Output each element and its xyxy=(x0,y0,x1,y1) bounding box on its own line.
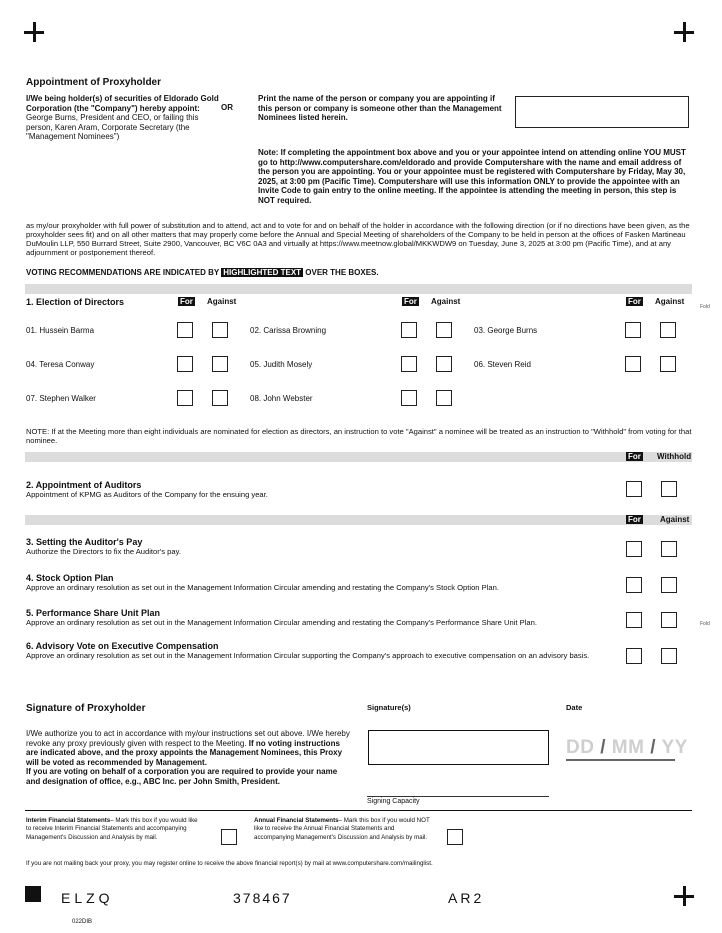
voting-recommendations: VOTING RECOMMENDATIONS ARE INDICATED BY HIGHLIGHTED TEXT OVER THE BOXES. xyxy=(26,268,379,277)
footer-code-3: AR2 xyxy=(448,890,485,906)
auditors-for-header: For xyxy=(628,452,641,461)
print-name-instructions: Print the name of the person or company you are appointing if this person or company is someone other than the Management Nominees listed herein. xyxy=(258,94,502,123)
signature-input[interactable] xyxy=(368,730,549,765)
mailing-list-note: If you are not mailing back your proxy, you may register online to receive the above financial report(s) by mail at www.computershare.com/mailinglist. xyxy=(26,860,433,867)
director-name: 07. Stephen Walker xyxy=(26,394,96,403)
signing-capacity-label: Signing Capacity xyxy=(367,798,420,805)
financials-divider xyxy=(25,810,692,811)
director-07-against-checkbox[interactable] xyxy=(212,390,228,406)
psu-plan-for-checkbox[interactable] xyxy=(626,612,642,628)
director-name: 05. Judith Mosely xyxy=(250,360,313,369)
exec-comp-against-checkbox[interactable] xyxy=(661,648,677,664)
director-05-against-checkbox[interactable] xyxy=(436,356,452,372)
date-yy: YY xyxy=(661,737,688,758)
registration-mark-bottom-right xyxy=(674,886,694,906)
signing-capacity-line[interactable] xyxy=(367,796,549,797)
director-07-for-checkbox[interactable] xyxy=(177,390,193,406)
against-header-col1: Against xyxy=(207,297,237,306)
resolution-3: 3. Setting the Auditor's Pay Authorize the Directors to fix the Auditor's pay. xyxy=(26,537,181,556)
election-title: 1. Election of Directors xyxy=(26,297,125,307)
appointment-body: as my/our proxyholder with full power of substitution and to attend, act and to vote for and on behalf of the holder in accordance with the following direction (or if no directions have been given, as the proxyholder sees fit) and on all other matters that may properly come before the Annual and Special Meeting of shareholders of the Company to be held in person at the offices of Fasken Martineau DuMoulin LLP, 550 Burrard Street, Suite 2900, Vancouver, BC V6C 0A3 and virtually at https://www.meetnow.global/MKKWDW9 on Tuesday, June 3, 2025 at 3:00 pm (Pacific Time), and at any adjournment or postponement thereof. xyxy=(26,221,690,257)
auditors-withhold-checkbox[interactable] xyxy=(661,481,677,497)
director-02-against-checkbox[interactable] xyxy=(436,322,452,338)
director-name: 02. Carissa Browning xyxy=(250,326,327,335)
scan-marker xyxy=(25,886,41,902)
date-underline xyxy=(566,759,675,761)
annual-financials-text: Annual Financial Statements– Mark this box if you would NOT like to receive the Annual Financial Statements and accompanying Management's Discussion and Analysis by mail. xyxy=(254,817,430,841)
psu-plan-against-checkbox[interactable] xyxy=(661,612,677,628)
election-note: NOTE: If at the Meeting more than eight individuals are nominated for election as directors, an instruction to vote "Against" a nominee will be treated as an instruction to "Withhold" from voting for that nominee. xyxy=(26,427,692,445)
date-mm: MM xyxy=(611,737,645,758)
auditor-pay-for-checkbox[interactable] xyxy=(626,541,642,557)
proxyholder-name-input[interactable] xyxy=(515,96,689,128)
against-header-col2: Against xyxy=(431,297,461,306)
registration-mark-top-right xyxy=(674,22,694,42)
footer-code-2: 378467 xyxy=(233,890,292,906)
section-divider xyxy=(25,284,692,294)
exec-comp-for-checkbox[interactable] xyxy=(626,648,642,664)
director-name: 06. Steven Reid xyxy=(474,360,531,369)
signatures-label: Signature(s) xyxy=(367,703,411,712)
resolution-5: 5. Performance Share Unit Plan Approve an ordinary resolution as set out in the Management Information Circular amending and restating the Company's Performance Share Unit Plan. xyxy=(26,608,537,627)
or-label: OR xyxy=(221,103,233,112)
appointment-holder-text: I/We being holder(s) of securities of Eldorado Gold Corporation (the "Company") hereby appoint: George Burns, President and CEO, or failing this person, Karen Aram, Corporate Secretary (the "Management Nominees") xyxy=(26,94,219,142)
director-01-against-checkbox[interactable] xyxy=(212,322,228,338)
for-header-col1: For xyxy=(180,297,193,306)
fold-label-top: Fold xyxy=(700,304,710,310)
appointment-note: Note: If completing the appointment box above and you or your appointee intend on attending online YOU MUST go to http://www.computershare.com/eldorado and provide Computershare with the name and email address of the person you are appointing. You or your appointee must be registered with Computershare by Friday, May 30, 2025, at 3:00 pm (Pacific Time). Computershare will use this information ONLY to provide the appointee with an Invite Code to gain entry to the online meeting. If the appointee is attending the meeting in person, this step is NOT required. xyxy=(258,148,686,205)
resolution-4: 4. Stock Option Plan Approve an ordinary resolution as set out in the Management Information Circular amending and restating the Company's Stock Option Plan. xyxy=(26,573,499,592)
stock-option-against-checkbox[interactable] xyxy=(661,577,677,593)
director-08-for-checkbox[interactable] xyxy=(401,390,417,406)
resolutions-against-header: Against xyxy=(660,515,690,524)
resolution-2: 2. Appointment of Auditors Appointment of KPMG as Auditors of the Company for the ensuing year. xyxy=(26,480,268,499)
against-header-col3: Against xyxy=(655,297,685,306)
interim-financials-checkbox[interactable] xyxy=(221,829,237,845)
for-header-col2: For xyxy=(404,297,417,306)
signature-authorization: I/We authorize you to act in accordance with my/our instructions set out above. I/We hereby revoke any proxy previously given with respect to the Meeting. If no voting instructions are indicated above, and the proxy appoints the Management Nominees, this Proxy will be voted as recommended by Management. If you are voting on behalf of a corporation you are required to provide your name and designation of office, e.g., ABC Inc. per John Smith, President. xyxy=(26,729,350,786)
date-input[interactable]: DD / MM / YY xyxy=(566,737,688,758)
highlighted-text-sample: HIGHLIGHTED TEXT xyxy=(223,268,302,277)
interim-financials-text: Interim Financial Statements– Mark this box if you would like to receive Interim Financial Statements and accompanying Management's Discussion and Analysis by mail. xyxy=(26,817,198,841)
registration-mark-top-left xyxy=(24,22,44,42)
director-01-for-checkbox[interactable] xyxy=(177,322,193,338)
date-dd: DD xyxy=(566,737,595,758)
director-03-against-checkbox[interactable] xyxy=(660,322,676,338)
footer-small-code: 022DIB xyxy=(72,919,93,925)
director-04-for-checkbox[interactable] xyxy=(177,356,193,372)
resolution-6: 6. Advisory Vote on Executive Compensation Approve an ordinary resolution as set out in the Management Information Circular supporting the Company's approach to executive compensation on an advisory basis. xyxy=(26,641,590,660)
director-name: 01. Hussein Barma xyxy=(26,326,95,335)
director-02-for-checkbox[interactable] xyxy=(401,322,417,338)
director-name: 08. John Webster xyxy=(250,394,313,403)
director-name: 03. George Burns xyxy=(474,326,538,335)
section-divider xyxy=(25,452,692,462)
appointment-title: Appointment of Proxyholder xyxy=(26,77,161,88)
director-04-against-checkbox[interactable] xyxy=(212,356,228,372)
resolutions-for-header: For xyxy=(628,515,641,524)
fold-label-bottom: Fold xyxy=(700,621,710,627)
stock-option-for-checkbox[interactable] xyxy=(626,577,642,593)
director-05-for-checkbox[interactable] xyxy=(401,356,417,372)
director-03-for-checkbox[interactable] xyxy=(625,322,641,338)
director-name: 04. Teresa Conway xyxy=(26,360,95,369)
annual-financials-checkbox[interactable] xyxy=(447,829,463,845)
auditors-for-checkbox[interactable] xyxy=(626,481,642,497)
auditor-pay-against-checkbox[interactable] xyxy=(661,541,677,557)
signature-title: Signature of Proxyholder xyxy=(26,703,146,714)
footer-code-1: ELZQ xyxy=(61,890,114,906)
section-divider xyxy=(25,515,692,525)
director-06-against-checkbox[interactable] xyxy=(660,356,676,372)
for-header-col3: For xyxy=(628,297,641,306)
auditors-withhold-header: Withhold xyxy=(657,452,692,461)
date-label: Date xyxy=(566,703,583,712)
director-06-for-checkbox[interactable] xyxy=(625,356,641,372)
director-08-against-checkbox[interactable] xyxy=(436,390,452,406)
